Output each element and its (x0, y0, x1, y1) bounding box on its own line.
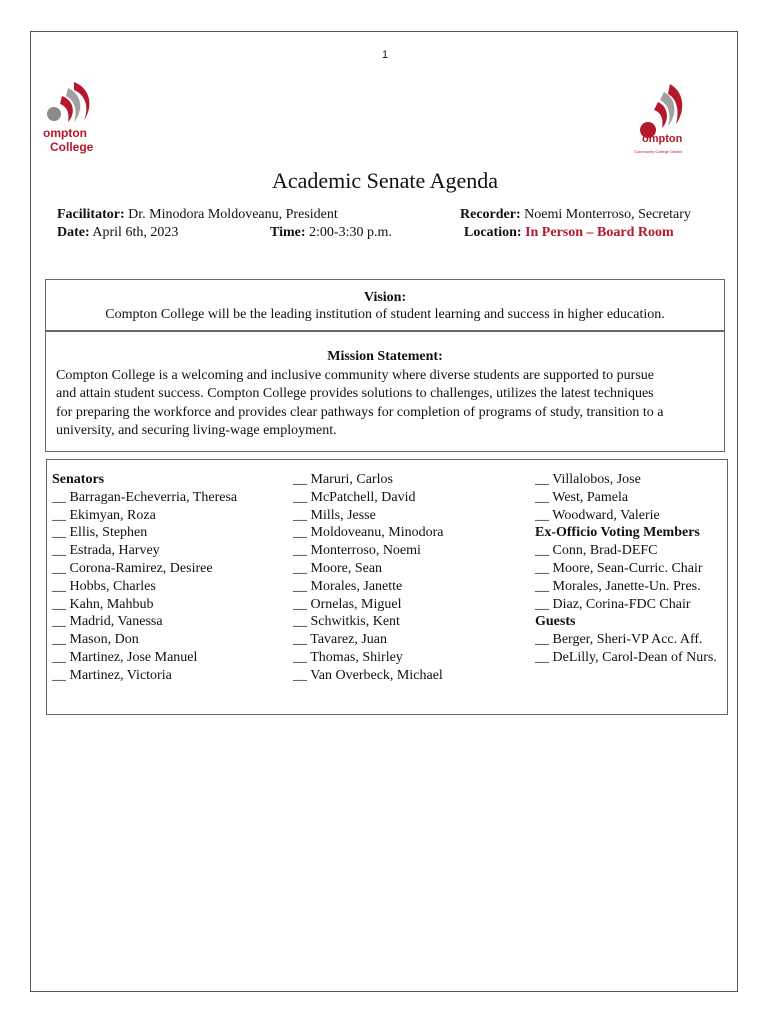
roster-column-3 (535, 471, 717, 667)
roster-column-1 (52, 471, 237, 685)
recorder-value: Noemi Monterroso, Secretary (524, 207, 691, 222)
roster-column-2 (293, 471, 443, 685)
vision-text: Compton College will be the leading institution of student learning and success in higher education. (105, 307, 665, 322)
mission-line: Compton College is a welcoming and inclusive community where diverse students are supported to pursue (56, 367, 654, 383)
roster-entry: __ Van Overbeck, Michael (293, 667, 443, 683)
roster-entry: __ Conn, Brad-DEFC (535, 543, 658, 559)
roster-entry: __ McPatchell, David (293, 489, 416, 505)
roster-entry: __ Moore, Sean (293, 560, 383, 576)
ex-officio-heading: Ex-Officio Voting Members (535, 525, 700, 541)
time-value: 2:00-3:30 p.m. (309, 225, 392, 240)
roster-entry: __ Ekimyan, Roza (52, 507, 156, 523)
roster-entry: __ Tavarez, Juan (293, 632, 388, 648)
page-number: 1 (381, 49, 389, 61)
roster-entry: __ Madrid, Vanessa (52, 614, 163, 630)
location-value: In Person – Board Room (525, 225, 674, 240)
roster-entry: __ Morales, Janette (293, 578, 403, 594)
compton-college-logo-left (40, 80, 102, 158)
time-label: Time: (270, 225, 306, 240)
facilitator-line (57, 207, 338, 223)
roster-entry: __ Schwitkis, Kent (293, 614, 400, 630)
roster-entry: __ Mills, Jesse (293, 507, 376, 523)
mission-line: and attain student success. Compton College provides solutions to challenges, utilizes the latest techniques (56, 386, 654, 401)
roster-entry: __ Ornelas, Miguel (293, 596, 402, 612)
mission-heading: Mission Statement: (327, 349, 443, 364)
roster-entry: __ Morales, Janette-Un. Pres. (535, 578, 701, 594)
location-label: Location: (464, 225, 522, 240)
roster-entry: __ Estrada, Harvey (52, 543, 160, 559)
location-line (464, 225, 674, 241)
roster-entry: __ Moldoveanu, Minodora (293, 525, 444, 541)
date-value: April 6th, 2023 (92, 225, 179, 240)
recorder-label: Recorder: (460, 207, 521, 222)
mission-line: for preparing the workforce and provides clear pathways for completion of programs of study, transition to a (56, 404, 664, 420)
vision-box (45, 279, 725, 331)
compton-college-logo-right (630, 82, 694, 160)
svg-text:ompton: ompton (642, 133, 683, 145)
roster-entry: __ DeLilly, Carol-Dean of Nurs. (535, 649, 717, 665)
facilitator-label: Facilitator: (57, 207, 125, 222)
attendance-roster (46, 459, 728, 715)
roster-entry: __ Thomas, Shirley (293, 649, 403, 665)
date-label: Date: (57, 225, 90, 240)
roster-entry: __ West, Pamela (535, 489, 629, 505)
time-line (270, 225, 392, 241)
roster-entry: __ Woodward, Valerie (535, 507, 660, 523)
roster-entry: __ Martinez, Jose Manuel (52, 649, 198, 665)
senators-heading: Senators (52, 472, 105, 487)
roster-entry: __ Mason, Don (52, 632, 139, 648)
roster-entry: __ Diaz, Corina-FDC Chair (535, 596, 691, 612)
mission-line: university, and securing living-wage employment. (56, 423, 337, 438)
roster-entry: __ Moore, Sean-Curric. Chair (535, 560, 703, 576)
roster-entry: __ Barragan-Echeverria, Theresa (52, 489, 238, 505)
svg-text:College: College (50, 140, 94, 154)
vision-heading: Vision: (363, 290, 407, 305)
roster-entry: __ Martinez, Victoria (52, 667, 172, 683)
mission-box (45, 331, 725, 452)
roster-entry: __ Ellis, Stephen (52, 525, 148, 541)
recorder-line (460, 207, 691, 223)
svg-text:ompton: ompton (43, 126, 87, 140)
svg-text:Community College District: Community College District (634, 149, 683, 154)
roster-entry: __ Monterroso, Noemi (293, 543, 421, 559)
roster-entry: __ Corona-Ramirez, Desiree (52, 560, 213, 576)
roster-entry: __ Villalobos, Jose (535, 472, 641, 487)
roster-entry: __ Berger, Sheri-VP Acc. Aff. (535, 632, 703, 648)
roster-entry: __ Hobbs, Charles (52, 578, 156, 594)
page-title: Academic Senate Agenda (271, 168, 498, 193)
roster-entry: __ Kahn, Mahbub (52, 596, 154, 612)
date-line (57, 225, 178, 241)
roster-entry: __ Maruri, Carlos (293, 472, 393, 487)
facilitator-value: Dr. Minodora Moldoveanu, President (128, 207, 338, 222)
guests-heading: Guests (535, 614, 576, 630)
